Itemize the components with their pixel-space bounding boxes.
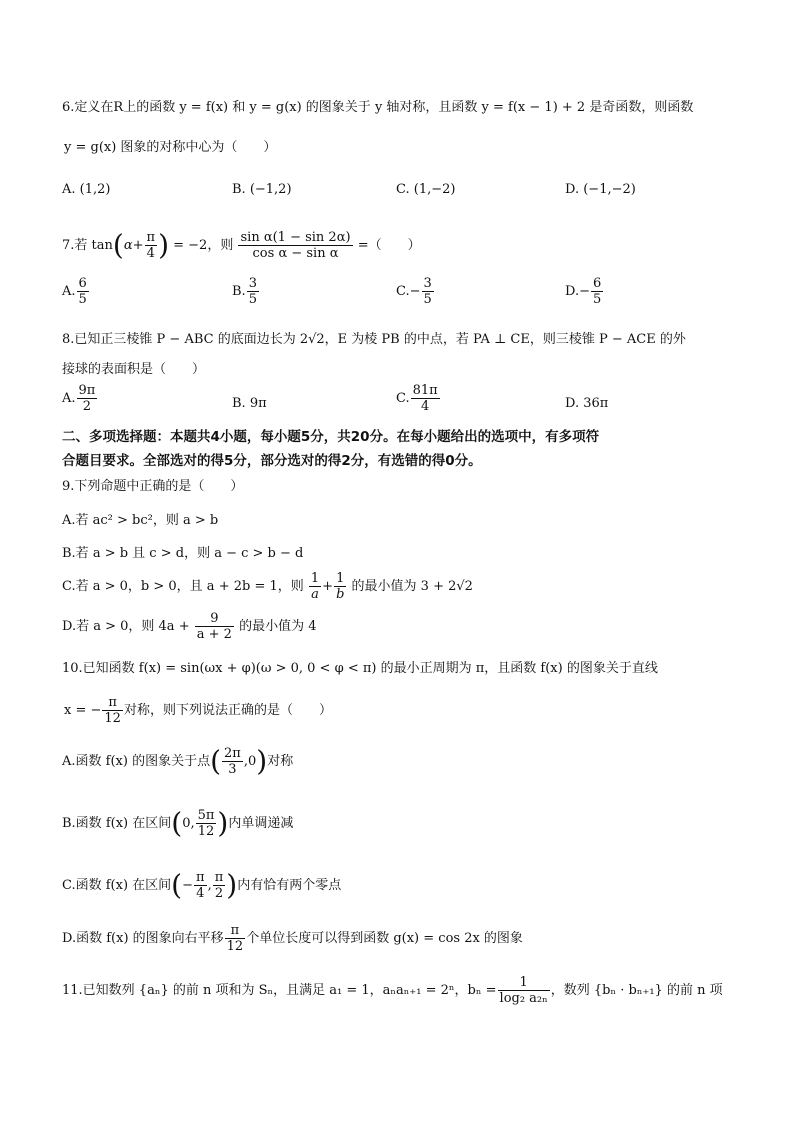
q6-option-b: B. (−1,2) bbox=[232, 182, 292, 197]
q11-stem: 11.已知数列 {aₙ} 的前 n 项和为 Sₙ，且满足 a₁ = 1，aₙaₙ₊₁ = 2ⁿ，bₙ = $\frac{1}{\text{log₂ a₂ₙ}}$ ，数列 {bₙ · bₙ₊₁} 的前 n 项 bbox=[62, 975, 723, 1006]
q10-option-c: C.函数 f(x) 在区间(− $\frac{\pi}{4}$ , $\frac{\pi}{2}$ )内有恰有两个零点 bbox=[62, 868, 342, 902]
q7-option-c: C.− $\frac{3}{5}$ bbox=[396, 276, 432, 307]
q10-stem-line1: 10.已知函数 f(x) = sin(ωx + φ)(ω > 0, 0 < φ < π) 的最小正周期为 π，且函数 f(x) 的图象关于直线 bbox=[62, 661, 658, 676]
q7-main-fraction: $\frac{\text{sin α(1 − sin 2α)}}{\text{cos α − sin α}}$ bbox=[240, 230, 351, 261]
q10-option-a: A.函数 f(x) 的图象关于点( $\frac{2\pi}{3}$ ,0)对称 bbox=[62, 744, 294, 778]
section2-heading-line1: 二、多项选择题：本题共4小题，每小题5分，共20分。在每小题给出的选项中，有多项符 bbox=[62, 429, 600, 445]
q8-option-d: D. 36π bbox=[565, 396, 609, 411]
q9-option-d: D.若 a > 0，则 4a + $\frac{9}{a + 2}$ 的最小值为 4 bbox=[62, 611, 317, 642]
q9-option-b: B.若 a > b 且 c > d，则 a − c > b − d bbox=[62, 546, 304, 561]
q8-option-a: A. $\frac{9\pi}{2}$ bbox=[62, 383, 96, 414]
q7-option-b: B. $\frac{3}{5}$ bbox=[232, 276, 257, 307]
q8-stem-line2: 接球的表面积是（ ） bbox=[62, 362, 206, 377]
q7-pi-over-4: $\frac{\pi}{4}$ bbox=[146, 230, 156, 261]
q9-option-a: A.若 ac² > bc²，则 a > b bbox=[62, 513, 219, 528]
q6-stem-line1: 6.定义在R上的函数 y = f(x) 和 y = g(x) 的图象关于 y 轴对称，且函数 y = f(x − 1) + 2 是奇函数，则函数 bbox=[62, 100, 694, 115]
q7-option-d: D.− $\frac{6}{5}$ bbox=[565, 276, 602, 307]
q9-option-c: C.若 a > 0，b > 0，且 a + 2b = 1，则 $\frac{1}{a}$ + $\frac{1}{b}$ 的最小值为 3 + 2√2 bbox=[62, 571, 473, 602]
q7-stem: 7.若 tan(α+ $\frac{\pi}{4}$ ) = −2，则 $\frac{\text{sin α(1 − sin 2α)}}{\text{cos α − sin α}}$ =（ ） bbox=[62, 228, 421, 262]
section2-heading-line2: 合题目要求。全部选对的得5分，部分选对的得2分，有选错的得0分。 bbox=[62, 453, 482, 469]
q8-stem-line1: 8.已知正三棱锥 P − ABC 的底面边长为 2√2，E 为棱 PB 的中点，若 PA ⊥ CE，则三棱锥 P − ACE 的外 bbox=[62, 332, 686, 347]
q8-option-b: B. 9π bbox=[232, 396, 267, 411]
q6-option-c: C. (1,−2) bbox=[396, 182, 456, 197]
q9-stem: 9.下列命题中正确的是（ ） bbox=[62, 479, 244, 494]
q6-option-a: A. (1,2) bbox=[62, 182, 111, 197]
q8-option-c: C. $\frac{81\pi}{4}$ bbox=[396, 383, 438, 414]
q10-option-d: D.函数 f(x) 的图象向右平移 $\frac{\pi}{12}$ 个单位长度可以得到函数 g(x) = cos 2x 的图象 bbox=[62, 923, 523, 954]
q10-stem-line2: x = − $\frac{\pi}{12}$ 对称，则下列说法正确的是（ ） bbox=[64, 695, 332, 726]
q7-option-a: A. $\frac{6}{5}$ bbox=[62, 276, 87, 307]
q10-option-b: B.函数 f(x) 在区间(0, $\frac{5\pi}{12}$ )内单调递减 bbox=[62, 806, 294, 840]
q6-stem-line2: y = g(x) 图象的对称中心为（ ） bbox=[64, 140, 277, 155]
q6-option-d: D. (−1,−2) bbox=[565, 182, 636, 197]
